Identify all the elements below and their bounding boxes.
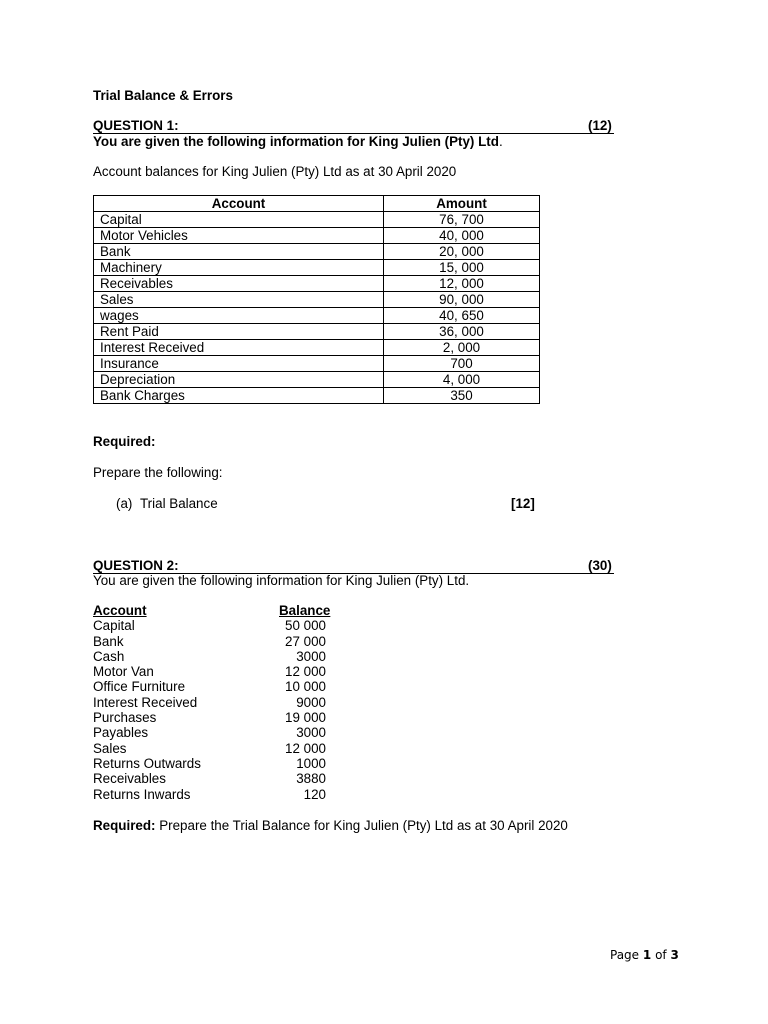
list-item bbox=[93, 664, 353, 679]
list-item-balance: 12 000 bbox=[285, 664, 326, 680]
question-1-prepare-text: Prepare the following: bbox=[93, 465, 223, 480]
footer-page-total: 3 bbox=[670, 948, 679, 962]
list-item-account: Receivables bbox=[93, 771, 166, 787]
account-cell: Interest Received bbox=[94, 340, 384, 356]
list-item bbox=[93, 741, 353, 756]
account-cell: Insurance bbox=[94, 356, 384, 372]
amount-cell: 2, 000 bbox=[384, 340, 540, 356]
table-row bbox=[94, 276, 540, 292]
account-cell: Machinery bbox=[94, 260, 384, 276]
balances-caption: Account balances for King Julien (Pty) Ltd as at 30 April 2020 bbox=[93, 164, 457, 179]
column-account-label: Account bbox=[93, 603, 147, 618]
list-item bbox=[93, 787, 353, 802]
list-item bbox=[93, 771, 353, 786]
list-item-account: Office Furniture bbox=[93, 679, 186, 695]
list-item-account: Capital bbox=[93, 618, 135, 634]
column-balance-label: Balance bbox=[279, 603, 331, 618]
account-cell: Bank Charges bbox=[94, 388, 384, 404]
list-item-balance: 3000 bbox=[296, 725, 326, 741]
list-item bbox=[93, 710, 353, 725]
question-1-marks: (12) bbox=[588, 118, 612, 133]
account-balances-table bbox=[93, 195, 540, 404]
question-2-required bbox=[93, 818, 568, 833]
question-1-intro-end: . bbox=[498, 134, 503, 149]
table-header-account: Account bbox=[94, 196, 384, 212]
amount-cell: 15, 000 bbox=[384, 260, 540, 276]
list-item-account: Returns Inwards bbox=[93, 786, 191, 802]
account-cell: wages bbox=[94, 308, 384, 324]
question-1-required-label: Required: bbox=[93, 434, 156, 449]
footer-page-word: Page bbox=[610, 948, 640, 962]
question-2-marks: (30) bbox=[588, 558, 612, 573]
table-row bbox=[94, 244, 540, 260]
list-item-account: Motor Van bbox=[93, 664, 154, 680]
account-cell: Sales bbox=[94, 292, 384, 308]
table-header-amount: Amount bbox=[384, 196, 540, 212]
list-header-row bbox=[93, 603, 353, 618]
question-2-intro: You are given the following information for King Julien (Pty) Ltd. bbox=[93, 573, 470, 588]
question-2-required-label: Required: bbox=[93, 818, 156, 833]
amount-cell: 20, 000 bbox=[384, 244, 540, 260]
account-cell: Bank bbox=[94, 244, 384, 260]
list-item-balance: 27 000 bbox=[285, 633, 326, 649]
table-row bbox=[94, 356, 540, 372]
list-item-balance: 19 000 bbox=[285, 710, 326, 726]
item-a-label: (a) bbox=[116, 496, 133, 511]
table-row bbox=[94, 228, 540, 244]
question-1-intro bbox=[93, 134, 503, 149]
list-item-balance: 1000 bbox=[296, 755, 326, 771]
table-row bbox=[94, 372, 540, 388]
account-cell: Motor Vehicles bbox=[94, 228, 384, 244]
amount-cell: 12, 000 bbox=[384, 276, 540, 292]
list-item-balance: 50 000 bbox=[285, 618, 326, 634]
list-item-balance: 120 bbox=[303, 786, 326, 802]
amount-cell: 40, 650 bbox=[384, 308, 540, 324]
list-item-account: Returns Outwards bbox=[93, 755, 201, 771]
account-cell: Rent Paid bbox=[94, 324, 384, 340]
list-item bbox=[93, 618, 353, 633]
question-1-heading: QUESTION 1: bbox=[93, 118, 179, 133]
amount-cell: 40, 000 bbox=[384, 228, 540, 244]
item-a-text: Trial Balance bbox=[140, 496, 218, 511]
table-row bbox=[94, 388, 540, 404]
item-a-marks: [12] bbox=[511, 496, 535, 511]
table-row bbox=[94, 340, 540, 356]
document-title: Trial Balance & Errors bbox=[93, 88, 233, 103]
list-item bbox=[93, 649, 353, 664]
list-item bbox=[93, 695, 353, 710]
list-item-account: Payables bbox=[93, 725, 149, 741]
table-row bbox=[94, 324, 540, 340]
question-2-required-text: Prepare the Trial Balance for King Julien (Pty) Ltd as at 30 April 2020 bbox=[155, 818, 568, 833]
list-item-balance: 3000 bbox=[296, 648, 326, 664]
question-2-account-list bbox=[93, 603, 353, 802]
account-cell: Depreciation bbox=[94, 372, 384, 388]
amount-cell: 36, 000 bbox=[384, 324, 540, 340]
account-cell: Capital bbox=[94, 212, 384, 228]
question-1-intro-text: You are given the following information for King Julien (Pty) Ltd bbox=[93, 134, 499, 149]
list-item bbox=[93, 634, 353, 649]
footer-of-word: of bbox=[655, 948, 667, 962]
list-item-account: Interest Received bbox=[93, 694, 198, 710]
table-row bbox=[94, 212, 540, 228]
list-item-account: Cash bbox=[93, 648, 125, 664]
list-item-account: Bank bbox=[93, 633, 124, 649]
question-2-heading: QUESTION 2: bbox=[93, 558, 179, 573]
list-item-account: Sales bbox=[93, 740, 127, 756]
amount-cell: 350 bbox=[384, 388, 540, 404]
footer-page-number: 1 bbox=[642, 948, 652, 962]
amount-cell: 90, 000 bbox=[384, 292, 540, 308]
list-item-balance: 9000 bbox=[296, 694, 326, 710]
list-item bbox=[93, 725, 353, 740]
table-row bbox=[94, 292, 540, 308]
list-item-balance: 10 000 bbox=[285, 679, 326, 695]
amount-cell: 700 bbox=[384, 356, 540, 372]
list-item bbox=[93, 679, 353, 694]
table-row bbox=[94, 308, 540, 324]
table-row bbox=[94, 260, 540, 276]
list-item-balance: 12 000 bbox=[285, 740, 326, 756]
page-footer bbox=[610, 948, 679, 962]
amount-cell: 4, 000 bbox=[384, 372, 540, 388]
amount-cell: 76, 700 bbox=[384, 212, 540, 228]
list-item bbox=[93, 756, 353, 771]
account-cell: Receivables bbox=[94, 276, 384, 292]
list-item-account: Purchases bbox=[93, 710, 157, 726]
list-item-balance: 3880 bbox=[296, 771, 326, 787]
